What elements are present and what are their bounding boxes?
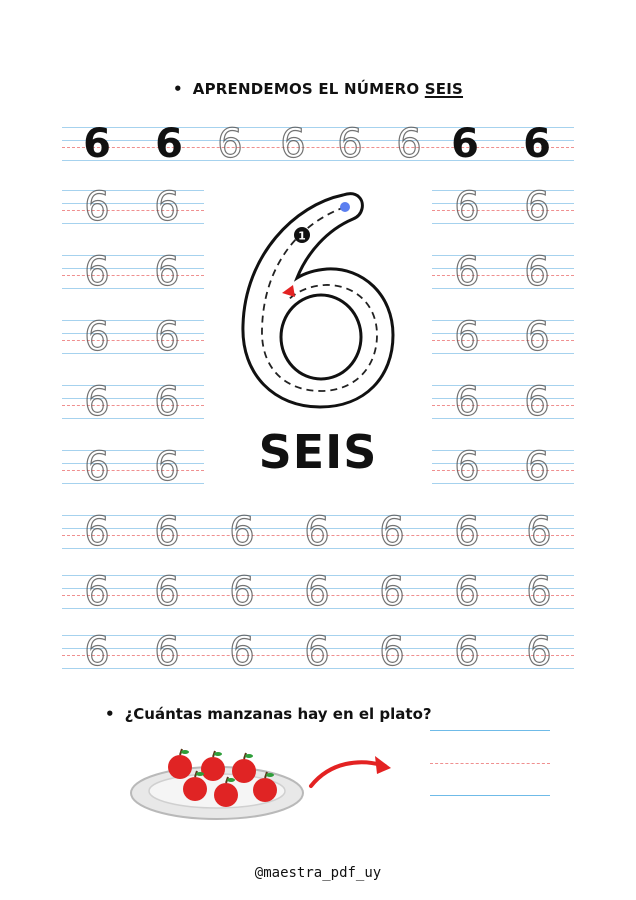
traceable-digit-six[interactable]: 6: [454, 569, 480, 615]
question-text: ¿Cuántas manzanas hay en el plato?: [124, 705, 432, 723]
digit-six: 6: [83, 121, 111, 167]
start-dot: [340, 202, 350, 212]
traceable-digit-six[interactable]: 6: [379, 569, 405, 615]
traceable-digit-six[interactable]: 6: [454, 444, 480, 490]
answer-writing-lines[interactable]: [430, 730, 550, 800]
counting-question: [105, 705, 432, 723]
question-bullet: •: [105, 705, 115, 723]
tracing-row-right-4: [432, 379, 574, 425]
plate-with-apples-image: [128, 745, 306, 825]
traceable-digit-six[interactable]: 6: [524, 314, 550, 360]
traceable-digit-six[interactable]: 6: [526, 509, 552, 555]
title-number-word: SEIS: [424, 80, 464, 98]
traceable-digit-six[interactable]: 6: [217, 121, 243, 167]
tracing-row-right-1: [432, 184, 574, 230]
tracing-row-left-3: [62, 314, 204, 360]
traceable-digit-six[interactable]: 6: [526, 629, 552, 675]
traceable-digit-six[interactable]: 6: [84, 629, 110, 675]
traceable-digit-six[interactable]: 6: [154, 444, 180, 490]
traceable-digit-six[interactable]: 6: [84, 569, 110, 615]
traceable-digit-six[interactable]: 6: [454, 379, 480, 425]
traceable-digit-six[interactable]: 6: [154, 184, 180, 230]
traceable-digit-six[interactable]: 6: [229, 629, 255, 675]
tracing-row-right-2: [432, 249, 574, 295]
traceable-digit-six[interactable]: 6: [454, 249, 480, 295]
traceable-digit-six[interactable]: 6: [454, 509, 480, 555]
worksheet-title: [0, 80, 636, 98]
tracing-row-full-3: [62, 629, 574, 675]
digit-six: 6: [451, 121, 479, 167]
tracing-row-left-2: [62, 249, 204, 295]
traceable-digit-six[interactable]: 6: [524, 444, 550, 490]
number-word: SEIS: [258, 425, 378, 479]
tracing-row-left-4: [62, 379, 204, 425]
traceable-digit-six[interactable]: 6: [84, 249, 110, 295]
traceable-digit-six[interactable]: 6: [154, 629, 180, 675]
traceable-digit-six[interactable]: 6: [154, 249, 180, 295]
traceable-digit-six[interactable]: 6: [84, 379, 110, 425]
traceable-digit-six[interactable]: 6: [524, 379, 550, 425]
traceable-digit-six[interactable]: 6: [229, 509, 255, 555]
tracing-row-left-1: [62, 184, 204, 230]
big-six-stroke-guide: [235, 185, 405, 415]
traceable-digit-six[interactable]: 6: [84, 444, 110, 490]
title-prefix: APRENDEMOS EL NÚMERO: [192, 80, 420, 98]
traceable-digit-six[interactable]: 6: [396, 121, 422, 167]
traceable-digit-six[interactable]: 6: [154, 314, 180, 360]
tracing-row-full-1: [62, 509, 574, 555]
traceable-digit-six[interactable]: 6: [454, 314, 480, 360]
traceable-digit-six[interactable]: 6: [337, 121, 363, 167]
stroke-number: 1: [298, 229, 306, 243]
traceable-digit-six[interactable]: 6: [304, 509, 330, 555]
traceable-digit-six[interactable]: 6: [84, 184, 110, 230]
traceable-digit-six[interactable]: 6: [154, 509, 180, 555]
apple-icon: [168, 749, 192, 779]
traceable-digit-six[interactable]: 6: [154, 569, 180, 615]
traceable-digit-six[interactable]: 6: [524, 184, 550, 230]
traceable-digit-six[interactable]: 6: [84, 314, 110, 360]
apple-icon: [232, 753, 256, 783]
traceable-digit-six[interactable]: 6: [154, 379, 180, 425]
traceable-digit-six[interactable]: 6: [454, 184, 480, 230]
traceable-digit-six[interactable]: 6: [304, 569, 330, 615]
title-bullet: •: [172, 80, 183, 98]
traceable-digit-six[interactable]: 6: [379, 509, 405, 555]
traceable-digit-six[interactable]: 6: [379, 629, 405, 675]
tracing-row-1: [62, 121, 574, 167]
digit-six: 6: [523, 121, 551, 167]
traceable-digit-six[interactable]: 6: [229, 569, 255, 615]
digit-six: 6: [155, 121, 183, 167]
tracing-row-full-2: [62, 569, 574, 615]
traceable-digit-six[interactable]: 6: [84, 509, 110, 555]
traceable-digit-six[interactable]: 6: [526, 569, 552, 615]
traceable-digit-six[interactable]: 6: [524, 249, 550, 295]
apple-icon: [201, 751, 225, 781]
traceable-digit-six[interactable]: 6: [304, 629, 330, 675]
red-arrow-icon: [305, 752, 397, 792]
traceable-digit-six[interactable]: 6: [454, 629, 480, 675]
tracing-row-right-3: [432, 314, 574, 360]
traceable-digit-six[interactable]: 6: [280, 121, 306, 167]
author-credit: @maestra_pdf_uy: [254, 865, 382, 881]
